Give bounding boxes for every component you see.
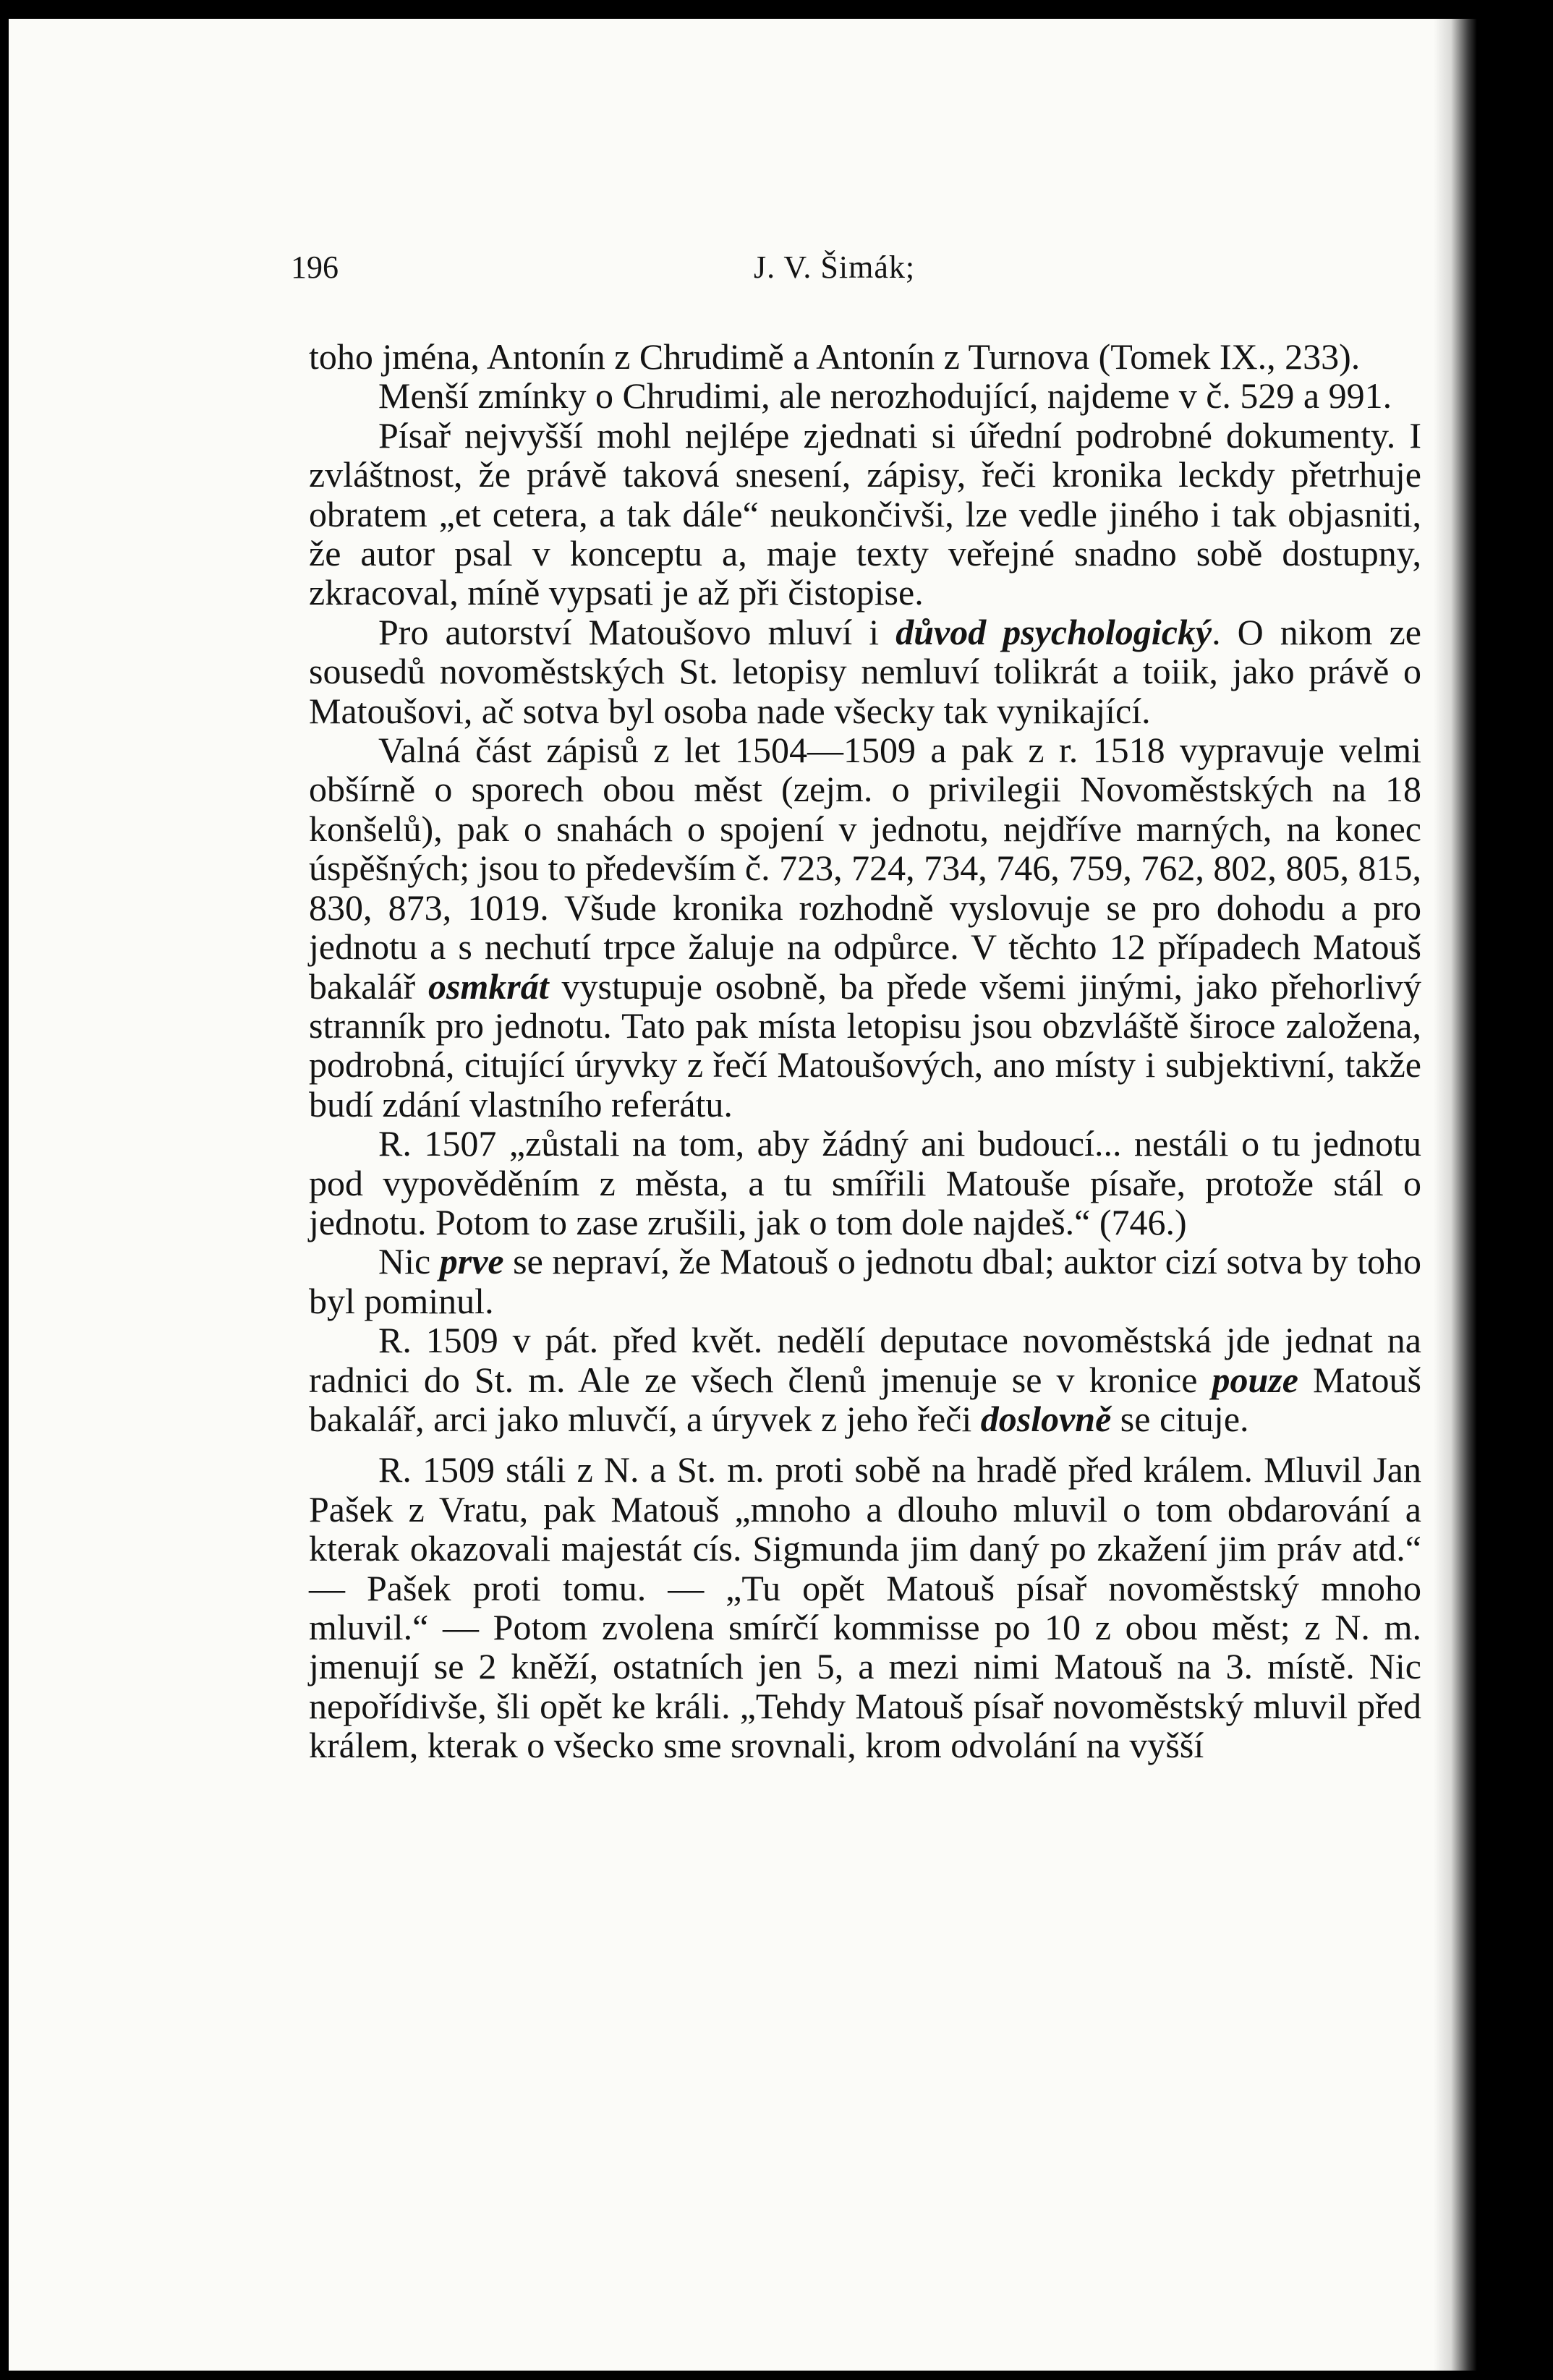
- text-run: Nic: [378, 1241, 440, 1282]
- emphasized-text: důvod psychologický: [895, 611, 1212, 652]
- page-header: [291, 249, 1426, 292]
- paragraph: [309, 337, 1421, 376]
- paragraph: [309, 1450, 1421, 1765]
- text-run: vystupuje osobně, ba přede všemi jinými, jako přehorlivý stranník pro jednotu. Tato pak místa letopisu jsou obzvláště široce založena, podrobná, citující úryvky z řečí Matoušových, ano místy i subjektivní, takže budí zdání vlastního referátu.: [309, 965, 1421, 1125]
- text-run: R. 1509 stáli z N. a St. m. proti sobě na hradě před králem. Mluvil Jan Pašek z Vratu, pak Matouš „mnoho a dlouho mluvil o tom obdarování a kterak okazovali majestát cís. Sigmunda jim daný po zkažení jim práv atd.“ — Pašek proti tomu. — „Tu opět Matouš písař novoměstský mnoho mluvil.“ — Potom zvolena smírčí kommisse po 10 z obou měst; z N. m. jmenují se 2 kněží, ostatních jen 5, a mezi nimi Matouš na 3. místě. Nic nepořídivše, šli opět ke králi. „Tehdy Matouš písař novoměstský mluvil před králem, kterak o všecko sme srovnali, krom odvolání na vyšší: [309, 1449, 1421, 1766]
- running-head: J. V. Šimák;: [754, 249, 916, 285]
- paragraph: [309, 376, 1421, 415]
- paragraph: [309, 416, 1421, 613]
- text-run: Matouš bakalář, arci jako mluvčí, a úryvek z jeho řeči: [309, 1359, 1422, 1439]
- emphasized-text: pouze: [1212, 1359, 1298, 1400]
- text-run: R. 1507 „zůstali na tom, aby žádný ani budoucí... nestáli o tu jednotu pod vypověděním z města, a tu smířili Matouše písaře, protože stál o jednotu. Potom to zase zrušili, jak o tom dole najdeš.“ (746.): [309, 1123, 1421, 1242]
- text-run: Menší zmínky o Chrudimi, ale nerozhodující, najdeme v č. 529 a 991.: [378, 375, 1392, 417]
- emphasized-text: osmkrát: [427, 965, 549, 1007]
- page-edge-shadow: [1434, 19, 1477, 2371]
- emphasized-text: prve: [439, 1241, 504, 1282]
- paragraph: [309, 613, 1421, 730]
- book-page: [9, 19, 1477, 2371]
- text-run: se nepraví, že Matouš o jednotu dbal; auktor cizí sotva by toho byl pominul.: [309, 1241, 1421, 1321]
- text-run: . O nikom ze sousedů novoměstských St. letopisy nemluví tolikrát a toiik, jako právě o Matoušovi, ač sotva byl osoba nade všecky tak vynikající.: [309, 611, 1422, 731]
- text-run: toho jména, Antonín z Chrudimě a Antonín z Turnova (Tomek IX., 233).: [309, 336, 1361, 377]
- paragraph: [309, 1321, 1421, 1438]
- paragraph: [309, 1242, 1421, 1321]
- text-run: R. 1509 v pát. před květ. nedělí deputace novoměstská jde jednat na radnici do St. m. Ale ze všech členů jmenuje se v kronice: [309, 1320, 1421, 1400]
- page-number: 196: [291, 249, 339, 285]
- body-text: [309, 337, 1421, 1765]
- text-run: Pro autorství Matoušovo mluví i: [378, 611, 896, 652]
- text-run: se cituje.: [1111, 1398, 1249, 1439]
- emphasized-text: doslovně: [980, 1398, 1112, 1439]
- text-run: Písař nejvyšší mohl nejlépe zjednati si úřední podrobné dokumenty. I zvláštnost, že právě taková snesení, zápisy, řeči kronika leckdy přetrhuje obratem „et cetera, a tak dále“ neukončivši, lze vedle jiného i tak objasniti, že autor psal v konceptu a, maje texty veřejné snadno sobě dostupny, zkracoval, míně vypsati je až při čistopise.: [309, 414, 1421, 613]
- paragraph: [309, 730, 1421, 1124]
- paragraph: [309, 1124, 1421, 1242]
- text-run: Valná část zápisů z let 1504—1509 a pak z r. 1518 vypravuje velmi obšírně o sporech obou měst (zejm. o privilegii Novoměstských na 18 konšelů), pak o snahách o spojení v jednotu, nejdříve marných, na konec úspěšných; jsou to především č. 723, 724, 734, 746, 759, 762, 802, 805, 815, 830, 873, 1019. Všude kronika rozhodně vyslovuje se pro dohodu a pro jednotu a s nechutí trpce žaluje na odpůrce. V těchto 12 případech Matouš bakalář: [309, 730, 1421, 1007]
